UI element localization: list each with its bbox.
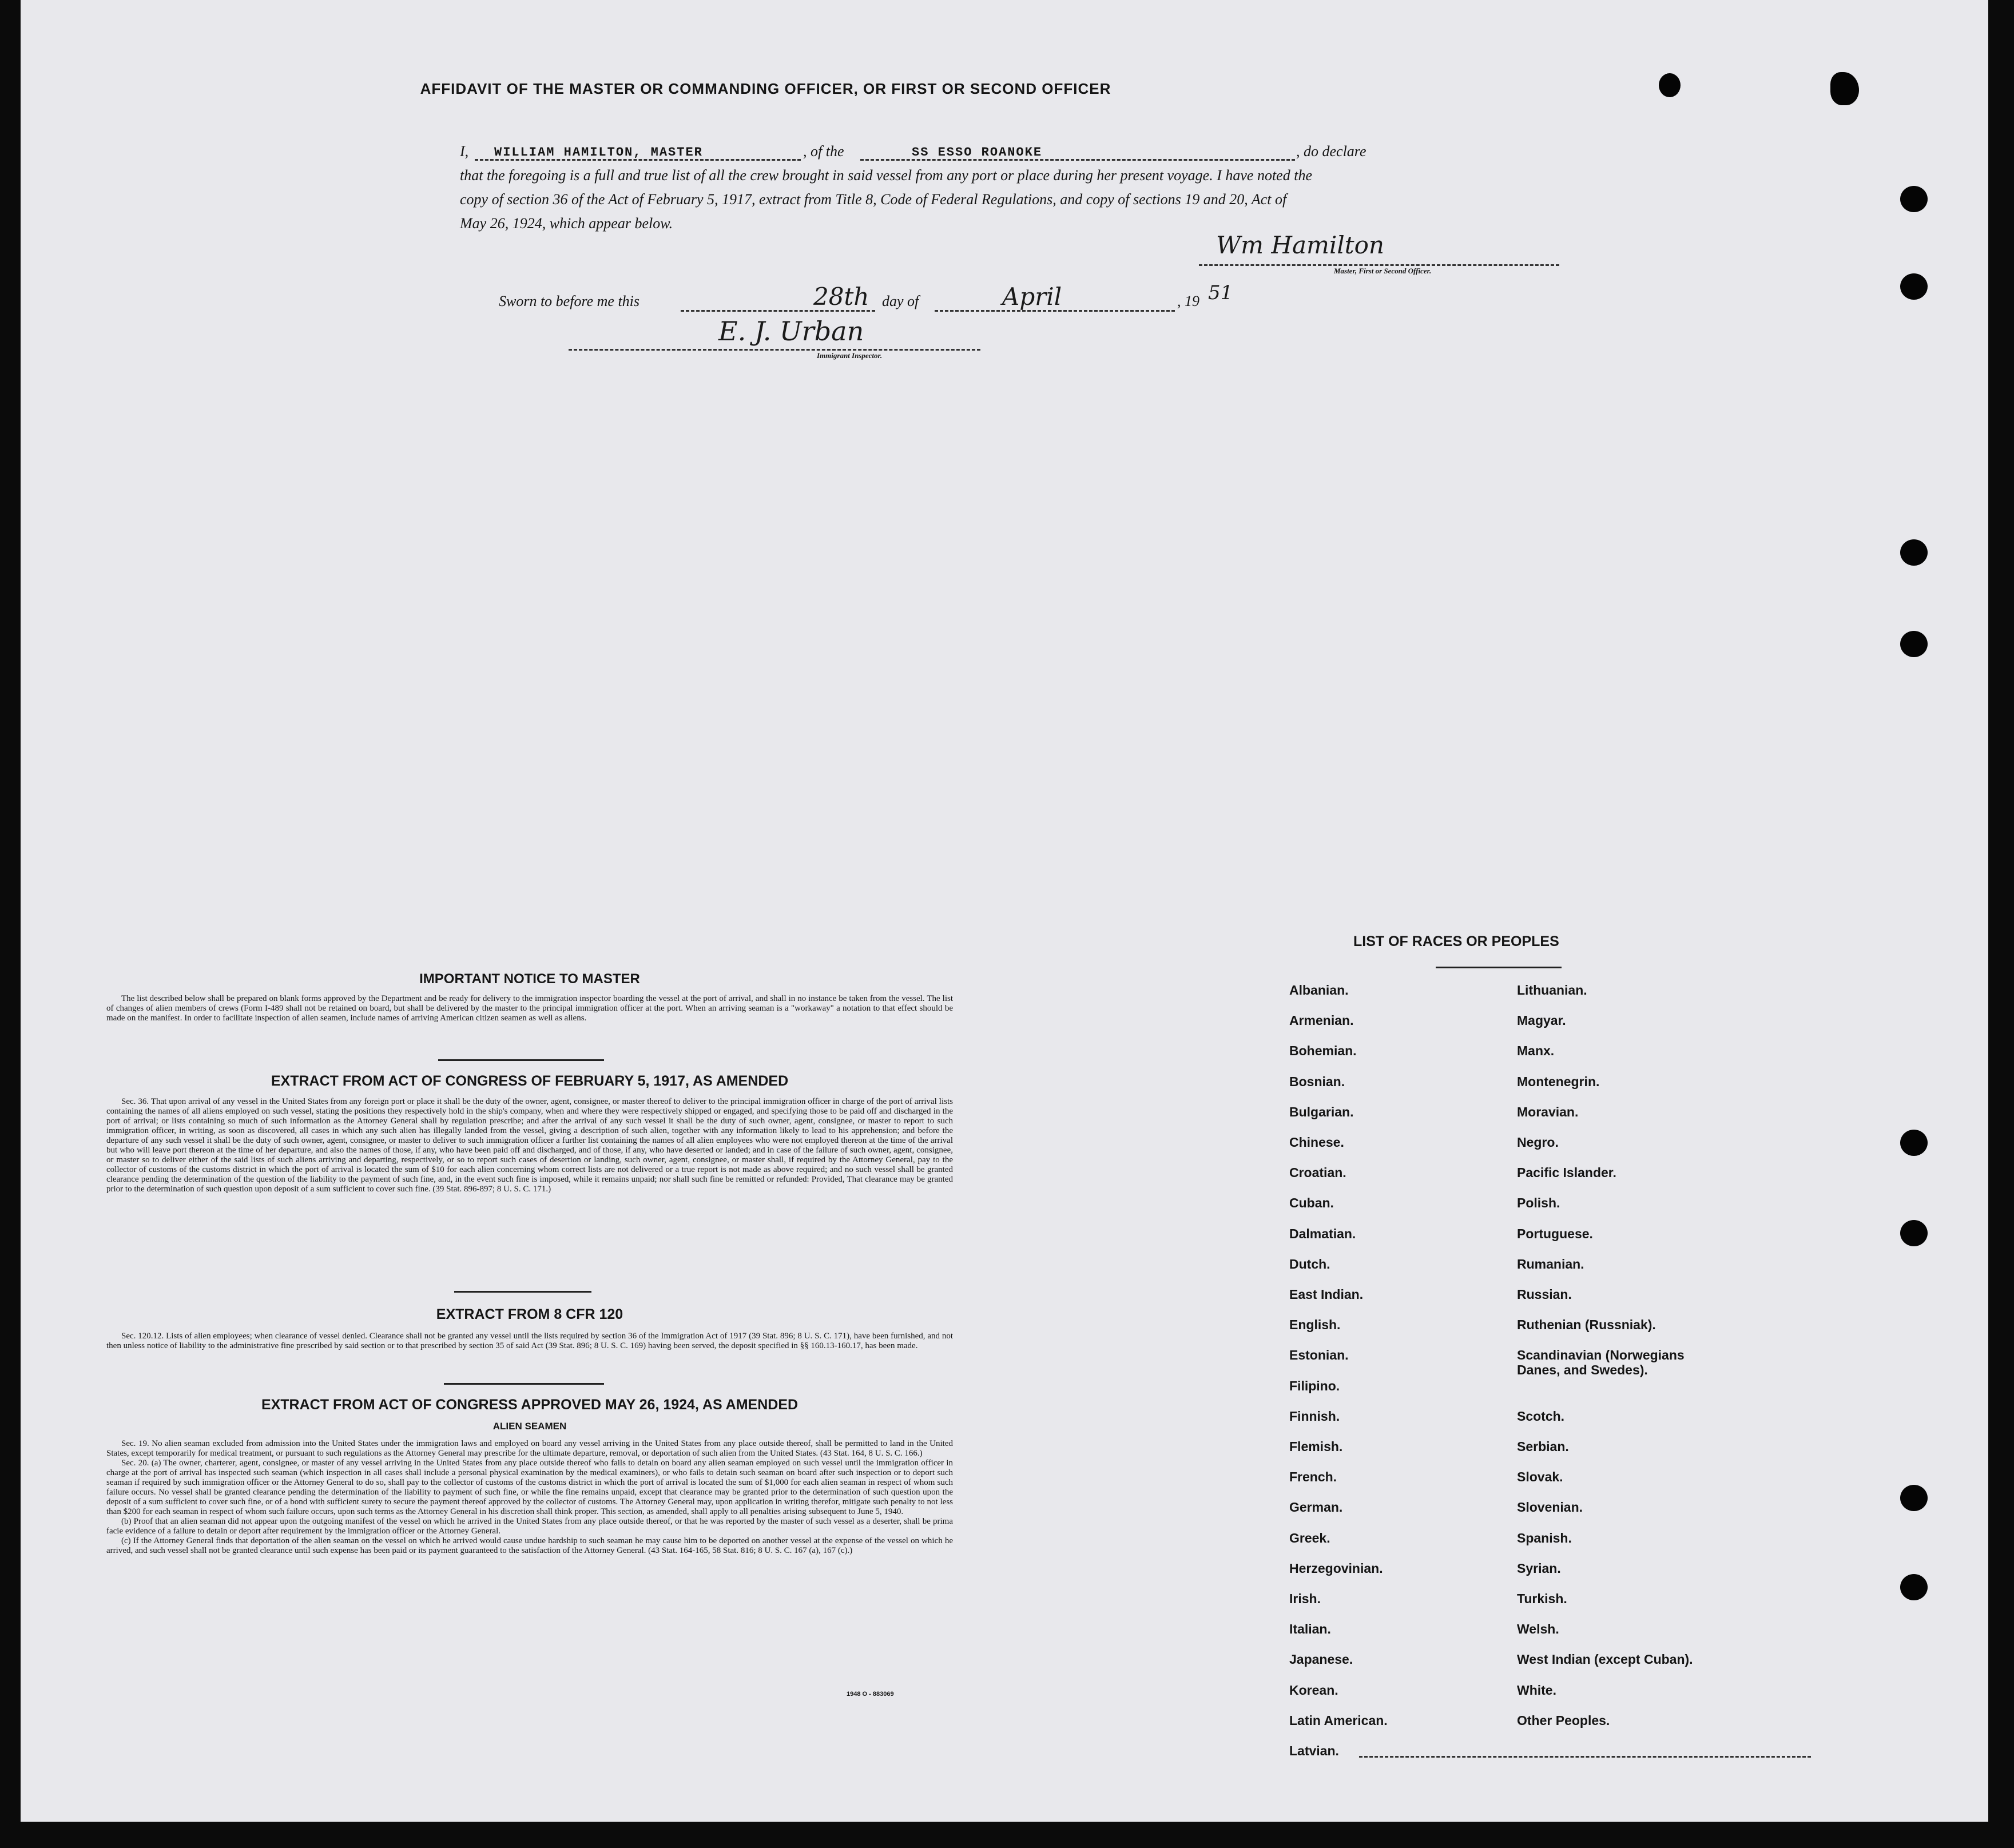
race-item: West Indian (except Cuban). [1517, 1652, 1693, 1667]
races-title: LIST OF RACES OR PEOPLES [1353, 933, 1559, 949]
race-item: Slovak. [1517, 1469, 1563, 1485]
race-item: Chinese. [1289, 1135, 1344, 1150]
race-item: Korean. [1289, 1682, 1338, 1698]
race-item: Estonian. [1289, 1348, 1349, 1363]
race-item: Ruthenian (Russniak). [1517, 1317, 1656, 1333]
race-item: Manx. [1517, 1043, 1555, 1059]
race-item: Bohemian. [1289, 1043, 1357, 1059]
declaration-line-1 [460, 142, 1581, 161]
race-item: Russian. [1517, 1287, 1572, 1302]
torn-corner [1659, 73, 1681, 97]
race-item: Filipino. [1289, 1378, 1340, 1393]
section-divider [444, 1383, 604, 1385]
race-item: Negro. [1517, 1135, 1559, 1150]
race-item: White. [1517, 1682, 1556, 1698]
race-item: Latvian. [1289, 1743, 1339, 1758]
declaration-prefix: I, [460, 143, 469, 160]
race-item: Flemish. [1289, 1439, 1343, 1454]
race-item: Bosnian. [1289, 1074, 1345, 1089]
extract-cfr-paragraph: Sec. 120.12. Lists of alien employees; when clearance of vessel denied. Clearance shall not be granted any vessel until the lists required by section 36 of the Immigration Act of 1917 (39 Stat. 896; 8 U. S. C. 171), have been furnished, and not then unless notice of liability to the administrative fine prescribed by said section or to that prescribed by section 35 of said Act (39 Stat. 896; 8 U. S. C. 169) having been served, the deposit specified in §§ 160.13-160.17, has been made. [106, 1332, 953, 1350]
binder-hole [1900, 631, 1928, 657]
race-item: Japanese. [1289, 1652, 1353, 1667]
sworn-line [499, 281, 1300, 320]
race-item: Italian. [1289, 1622, 1331, 1637]
notice-paragraph: The list described below shall be prepared on blank forms approved by the Department and be ready for delivery to the immigration inspector boarding the vessel at the port of arrival, and shall in no instance be taken from the vessel. The list of changes of alien members of crews (Form I-489 shall not be retained on board, but shall be delivered by the master to the principal immigration officer at the port. When an arriving seaman is a "workaway" a notation to that effect should be made on the manifest. In order to facilitate inspection of alien seamen, include names of arriving American citizen seamen as well as aliens. [106, 994, 953, 1023]
sworn-year: 51 [1208, 281, 1233, 304]
race-item: German. [1289, 1500, 1343, 1515]
section-divider [454, 1291, 591, 1293]
section-divider [438, 1059, 604, 1061]
race-item: English. [1289, 1317, 1341, 1333]
year-prefix: , 19 [1177, 293, 1199, 309]
extract-1924-title: EXTRACT FROM ACT OF CONGRESS APPROVED MAY 26, 1924, AS AMENDED [261, 1397, 799, 1413]
race-item: Welsh. [1517, 1622, 1559, 1637]
sec-20a-paragraph: Sec. 20. (a) The owner, charterer, agent, consignee, or master of any vessel arriving in the United States from any place outside thereof who fails to detain on board any alien seaman employed on such vessel until the immigration officer in charge at the port of arrival has inspected such seaman (which inspection in all cases shall include a personal physical examination by the medical examiners), or who fails to detain such seaman on board after such inspection or to deport such seaman if required by such immigration officer or the Attorney General to do so, shall pay to the collector of customs of the customs district in which the port of arrival is located the sum of $1,000 for each alien seaman in respect of whom such failure occurs. No vessel shall be granted clearance pending the determination of the liability to payment of such fine, or while the fine remains unpaid, except that clearance may be granted prior to the determination of such question upon the deposit of a sum sufficient to cover such fine, or of a bond with sufficient surety to secure the payment thereof approved by the collector of customs. The Attorney General may, upon application in writing therefor, mitigate such penalty to not less than $200 for each seaman in respect of whom such failure occurs, upon such terms as the Attorney General in his discretion shall think proper. This section, as amended, shall apply to all penalties arising subsequent to June 5, 1940. [106, 1458, 953, 1516]
inspector-signature-line [569, 349, 980, 351]
of-the-label: , of the [803, 143, 844, 160]
master-signature-line [1199, 264, 1559, 266]
extract-1917-title: EXTRACT FROM ACT OF CONGRESS OF FEBRUARY 5, 1917, AS AMENDED [271, 1073, 789, 1089]
declaration-line-4: May 26, 1924, which appear below. [460, 215, 673, 232]
race-item: Latin American. [1289, 1712, 1388, 1728]
binder-hole [1900, 539, 1928, 566]
race-item: Slovenian. [1517, 1500, 1583, 1515]
race-item: Scotch. [1517, 1408, 1565, 1424]
race-item: Cuban. [1289, 1195, 1334, 1211]
extract-1917-paragraph: Sec. 36. That upon arrival of any vessel in the United States from any foreign port or place it shall be the duty of the owner, agent, consignee, or master thereof to deliver to the principal immigration officer in charge of the port of arrival lists containing the names of all aliens employed on such vessel, stating the positions they respectively hold in the ship's company, when and where they were respectively shipped or engaged, and specifying those to be paid off and discharged in the port of arrival; or lists containing so much of such information as the Attorney General shall by regulation prescribe; and after the arrival of any such vessel it shall be the duty of such owner, agent, consignee, or master to report to such immigration officer, in writing, as soon as discovered, all cases in which any such alien has illegally landed from the vessel, giving a description of such alien, together with any information likely to lead to his apprehension; and before the departure of any such vessel it shall be the duty of such owner, agent, consignee, or master to deliver to such immigration officer a further list containing the names of all alien employees who were not employed thereon at the time of the arrival but who will leave port thereon at the time of her departure, and also the names of those, if any, who have been paid off and discharged, and of those, if any, who have deserted or landed; and in case of the failure of such owner, agent, consignee, or master so to deliver either of the said lists of such aliens arriving and departing, respectively, or so to report such cases of desertion or landing, such owner, agent, consignee, or master shall, if required by the Attorney General, pay to the collector of customs of the customs district in which the port of arrival is located the sum of $10 for each alien concerning whom correct lists are not delivered or a true report is not made as above required; and no such vessel shall be granted clearance pending the determination of the question of the liability to the payment of such fine, and, in the event such fine is imposed, while it remains unpaid; nor shall such fine be remitted or refunded: Provided, That clearance may be granted prior to the determination of such question upon deposit of a sum sufficient to cover such fine. (39 Stat. 896-897; 8 U. S. C. 171.) [106, 1097, 953, 1194]
race-item: Turkish. [1517, 1591, 1567, 1606]
race-item: Serbian. [1517, 1439, 1569, 1454]
torn-corner [1830, 72, 1859, 105]
declaration-line-3: copy of section 36 of the Act of February 5, 1917, extract from Title 8, Code of Federal Regulations, and copy of sections 19 and 20, Act of [460, 191, 1287, 208]
race-item: Spanish. [1517, 1530, 1572, 1545]
sec-19-paragraph: Sec. 19. No alien seaman excluded from admission into the United States under the immigration laws and employed on board any vessel arriving in the United States from any place outside thereof, shall be permitted to land in the United States, except temporarily for medical treatment, or pursuant to such regulations as the Attorney General may prescribe for the ultimate departure, removal, or deportation of such alien from the United States. (43 Stat. 164, 8 U. S. C. 166.) [106, 1439, 953, 1458]
binder-hole [1900, 1130, 1928, 1156]
extract-cfr-text [106, 1332, 953, 1351]
extract-1924-text [106, 1439, 953, 1556]
race-item: Irish. [1289, 1591, 1321, 1606]
race-item: Pacific Islander. [1517, 1165, 1616, 1181]
race-item: Herzegovinian. [1289, 1560, 1383, 1576]
race-item: Dalmatian. [1289, 1226, 1356, 1241]
form-printing-code: 1948 O - 883069 [847, 1691, 894, 1698]
inspector-signature: E. J. Urban [718, 316, 864, 347]
race-item: Scandinavian (Norwegians Danes, and Swedes). [1517, 1348, 1685, 1378]
race-item: Portuguese. [1517, 1226, 1593, 1241]
day-of-label: day of [882, 293, 919, 309]
race-item: Magyar. [1517, 1013, 1566, 1028]
sec-20b-paragraph: (b) Proof that an alien seaman did not appear upon the outgoing manifest of the vessel on which he arrived in the United States from any place outside thereof, or that he was reported by the master of such vessel as a deserter, shall be prima facie evidence of a failure to detain or deport after requirement by the immigration officer or the Attorney General. [106, 1517, 953, 1536]
race-item: Syrian. [1517, 1560, 1561, 1576]
race-item: Polish. [1517, 1195, 1560, 1211]
binder-hole [1900, 1220, 1928, 1246]
master-name: WILLIAM HAMILTON, MASTER [494, 145, 703, 160]
document-page [21, 0, 1988, 1822]
races-title-rule [1436, 967, 1562, 968]
master-signature: Wm Hamilton [1216, 231, 1384, 259]
sworn-day: 28th [813, 283, 869, 311]
extract-1917-text [106, 1097, 953, 1194]
extract-cfr-title: EXTRACT FROM 8 CFR 120 [436, 1306, 623, 1322]
do-declare-label: , do declare [1296, 143, 1366, 160]
race-item: Bulgarian. [1289, 1104, 1354, 1119]
race-item: Finnish. [1289, 1408, 1340, 1424]
race-item: Other Peoples. [1517, 1712, 1610, 1728]
master-signature-caption: Master, First or Second Officer. [1334, 267, 1432, 275]
extract-1924-subtitle: ALIEN SEAMEN [492, 1421, 567, 1432]
sworn-prefix: Sworn to before me this [499, 293, 640, 309]
declaration-line-2: that the foregoing is a full and true list of all the crew brought in said vessel from any port or place during her present voyage. I have noted the [460, 167, 1312, 184]
notice-title: IMPORTANT NOTICE TO MASTER [419, 971, 640, 987]
race-item: Montenegrin. [1517, 1074, 1600, 1089]
race-item: Albanian. [1289, 983, 1349, 997]
race-item: Moravian. [1517, 1104, 1579, 1119]
affidavit-title: AFFIDAVIT OF THE MASTER OR COMMANDING OFFICER, OR FIRST OR SECOND OFFICER [420, 80, 1111, 97]
race-item: Dutch. [1289, 1256, 1330, 1271]
sworn-month: April [1002, 283, 1062, 311]
sec-20c-paragraph: (c) If the Attorney General finds that deportation of the alien seaman on the vessel on which he arrived would cause undue hardship to such seaman he may cause him to be deported on another vessel at the expense of the vessel on which he arrived, and such vessel shall not be granted clearance until such expense has been paid or its payment guaranteed to the satisfaction of the Attorney General. (43 Stat. 164-165, 58 Stat. 816; 8 U. S. C. 167 (a), 167 (c).) [106, 1536, 953, 1555]
race-item: Lithuanian. [1517, 983, 1587, 997]
binder-hole [1900, 186, 1928, 212]
notice-text [106, 994, 953, 1023]
race-item: Armenian. [1289, 1013, 1354, 1028]
race-item: Greek. [1289, 1530, 1330, 1545]
race-item: French. [1289, 1469, 1337, 1485]
race-item: Rumanian. [1517, 1256, 1584, 1271]
races-end-line [1359, 1756, 1811, 1758]
vessel-name: SS ESSO ROANOKE [912, 145, 1043, 160]
binder-hole [1900, 1574, 1928, 1600]
race-item: East Indian. [1289, 1287, 1364, 1302]
inspector-caption: Immigrant Inspector. [817, 351, 883, 360]
race-item: Croatian. [1289, 1165, 1346, 1181]
binder-hole [1900, 273, 1928, 300]
binder-hole [1900, 1485, 1928, 1511]
